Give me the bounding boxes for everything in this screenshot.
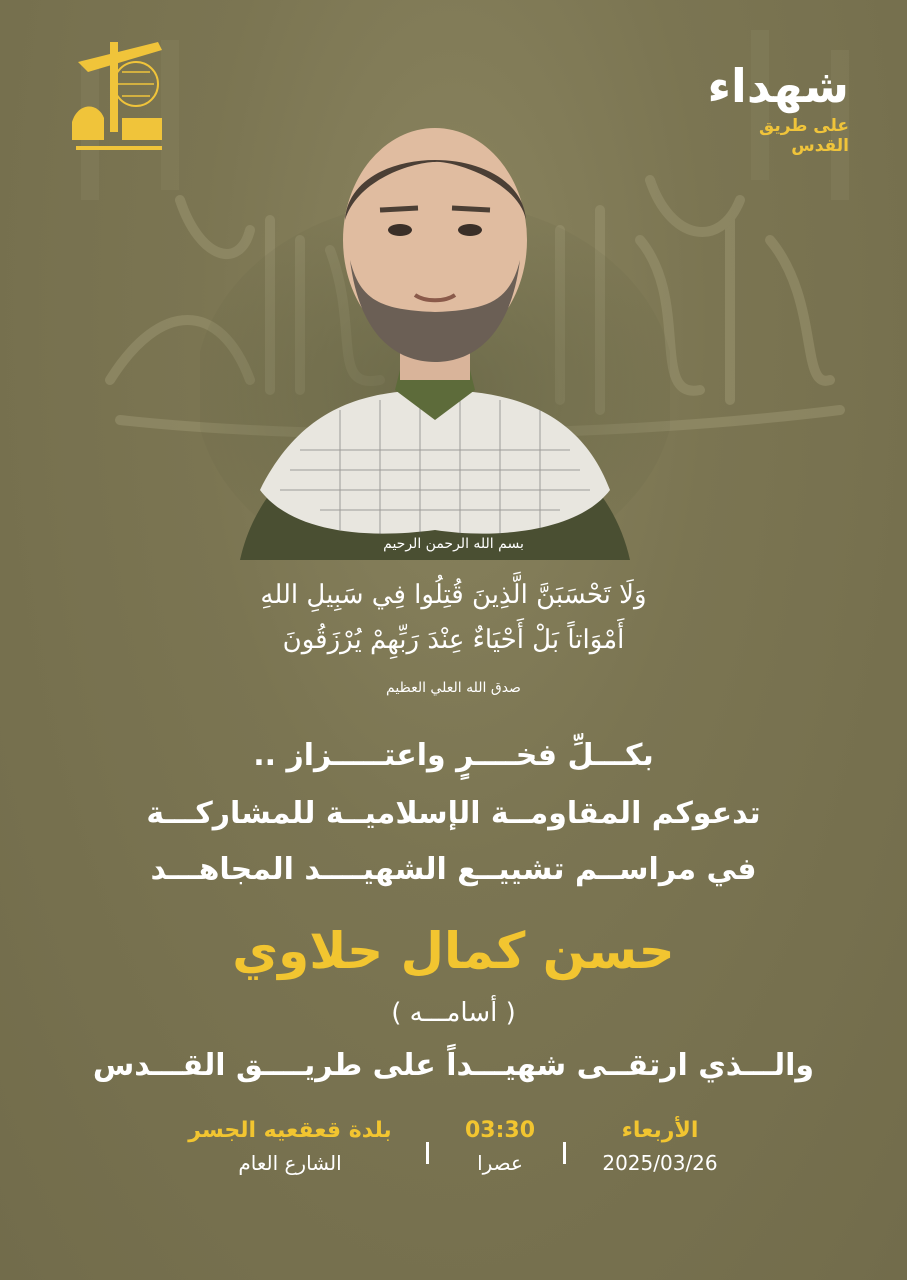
separator — [426, 1142, 429, 1164]
hezbollah-emblem-logo — [58, 22, 178, 172]
brand-title: شهداء — [707, 59, 849, 113]
day-label: الأربعاء — [621, 1118, 699, 1143]
brand-subtitle: على طريق القدس — [759, 116, 849, 156]
time-period: عصرا — [477, 1151, 523, 1175]
martyr-name: حسن كمال حلاوي — [232, 922, 675, 980]
separator — [563, 1142, 566, 1164]
invitation-line-3: في مراســم تشييــع الشهيــــد المجاهـــد — [150, 852, 757, 887]
place-town: بلدة قعقعيه الجسر — [188, 1118, 392, 1143]
invitation-line-2: تدعوكم المقاومــة الإسلاميــة للمشاركـــة — [146, 796, 761, 831]
ascension-line: والـــذي ارتقــى شهيـــداً على طريــــق القـــدس — [92, 1048, 815, 1083]
invitation-line-1: بكـــلِّ فخــــرٍ واعتـــــزاز .. — [253, 738, 654, 773]
quran-verse-line-1: وَلَا تَحْسَبَنَّ الَّذِينَ قُتِلُوا فِي سَبِيلِ اللهِ — [260, 580, 647, 610]
quran-verse-line-2: أَمْوَاتاً بَلْ أَحْيَاءٌ عِنْدَ رَبِّهِمْ يُرْزَقُونَ — [282, 625, 625, 655]
info-place — [170, 1118, 410, 1175]
martyr-nickname: ( أسامـــه ) — [391, 998, 516, 1028]
basmala: بسم الله الرحمن الرحيم — [383, 536, 524, 552]
info-day-date — [570, 1118, 750, 1175]
place-street: الشارع العام — [238, 1151, 342, 1175]
date-value: 2025/03/26 — [602, 1151, 718, 1175]
verse-closing: صدق الله العلي العظيم — [386, 680, 521, 696]
info-time — [440, 1118, 560, 1175]
time-value: 03:30 — [464, 1118, 536, 1143]
martyr-portrait — [200, 90, 670, 560]
shuhada-brand — [699, 59, 849, 156]
